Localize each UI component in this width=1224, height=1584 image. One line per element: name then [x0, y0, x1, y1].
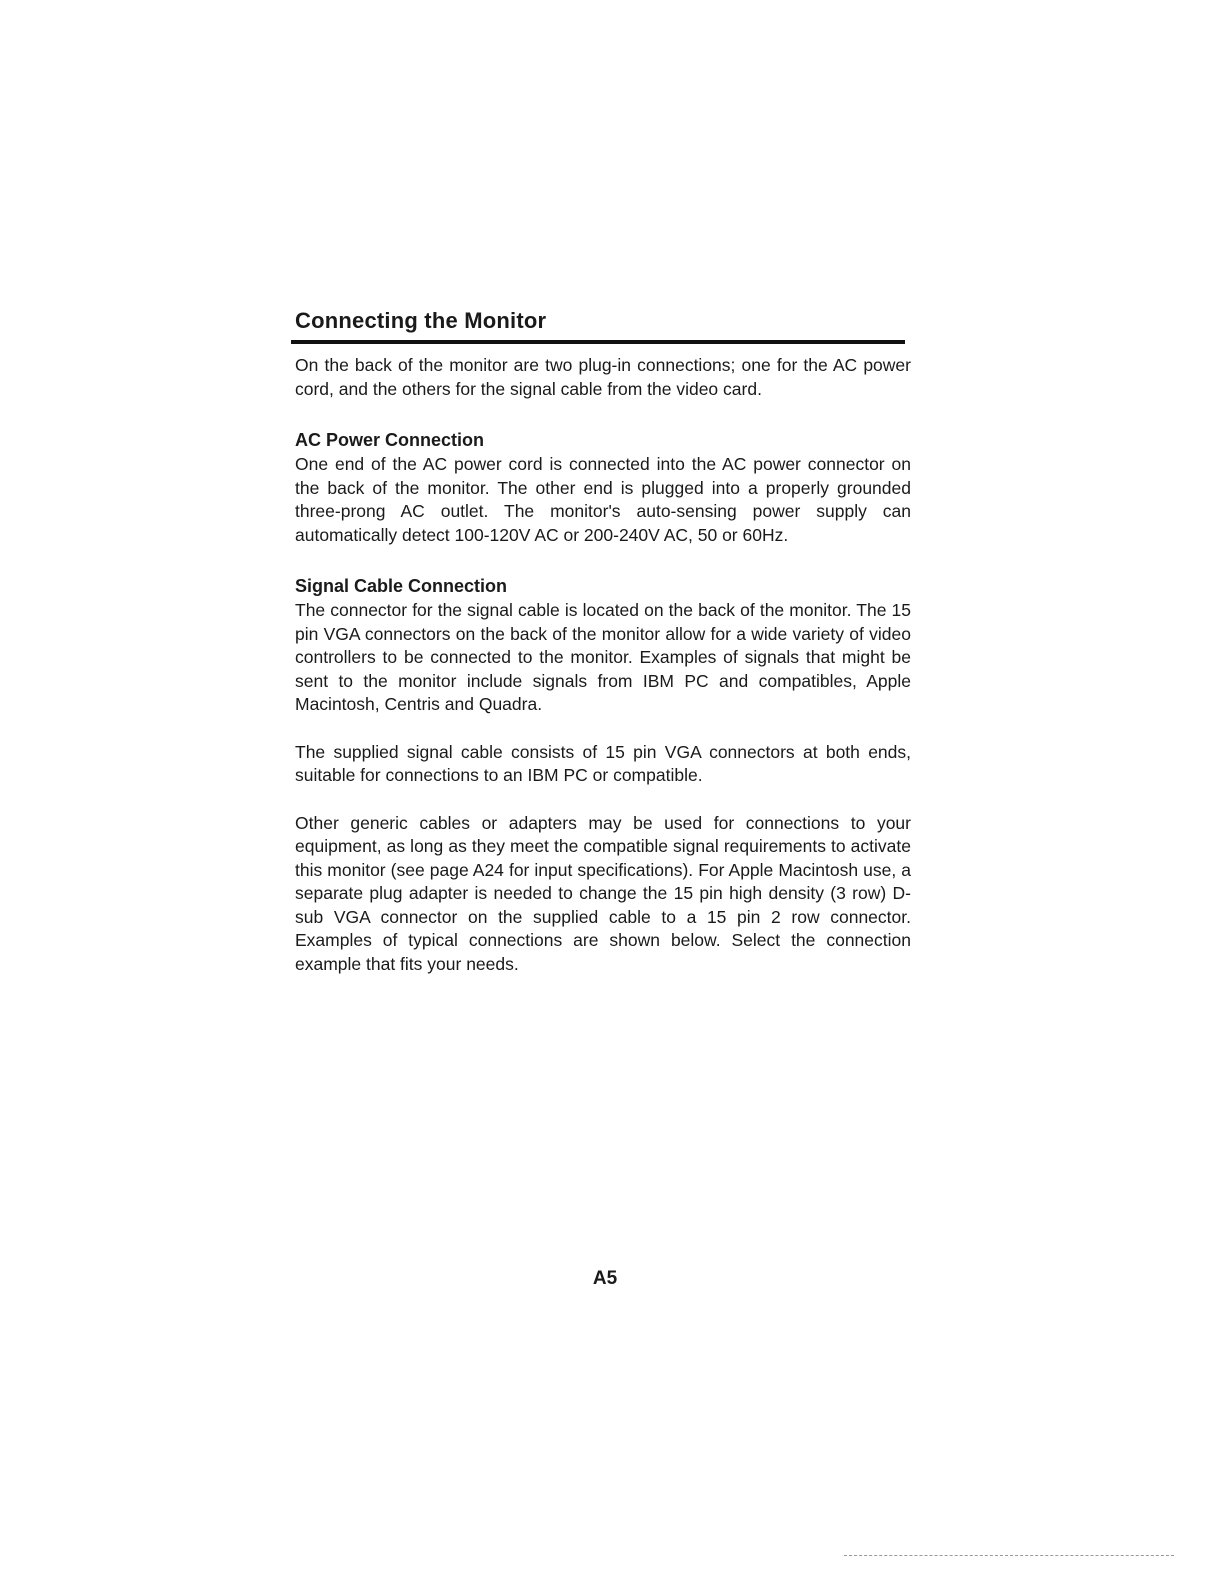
- intro-paragraph: On the back of the monitor are two plug-in connections; one for the AC power cord, and the others for the signal cable from the video card.: [295, 355, 911, 399]
- ac-power-heading: AC Power Connection: [295, 430, 485, 450]
- title-underline: [291, 340, 905, 344]
- ac-power-paragraph: One end of the AC power cord is connected into the AC power connector on the back of the monitor. The other end is plugged into a properly grounded three-prong AC outlet. The monitor's auto-sensing power supply can automatically detect 100-120V AC or 200-240V AC, 50 or 60Hz.: [295, 454, 911, 545]
- section-title: Connecting the Monitor: [295, 308, 547, 333]
- signal-cable-paragraph-3: Other generic cables or adapters may be used for connections to your equipment, as long as they meet the compatible signal requirements to activate this monitor (see page A24 for input specifications). For Apple Macintosh use, a separate plug adapter is needed to change the 15 pin high density (3 row) D-sub VGA connector on the supplied cable to a 15 pin 2 row connector. Examples of typical connections are shown below. Select the connection example that fits your needs.: [295, 812, 911, 974]
- scan-artifact-line: [844, 1555, 1174, 1558]
- signal-cable-paragraph-2: The supplied signal cable consists of 15 pin VGA connectors at both ends, suitable for connections to an IBM PC or compatible.: [295, 741, 911, 785]
- page-number: A5: [592, 1268, 618, 1289]
- signal-cable-paragraph-1: The connector for the signal cable is located on the back of the monitor. The 15 pin VGA connectors on the back of the monitor allow for a wide variety of video controllers to be connected to the monitor. Examples of signals that might be sent to the monitor include signals from IBM PC and compatibles, Apple Macintosh, Centris and Quadra.: [295, 600, 911, 714]
- signal-cable-heading: Signal Cable Connection: [295, 576, 508, 596]
- page-content: [295, 308, 911, 976]
